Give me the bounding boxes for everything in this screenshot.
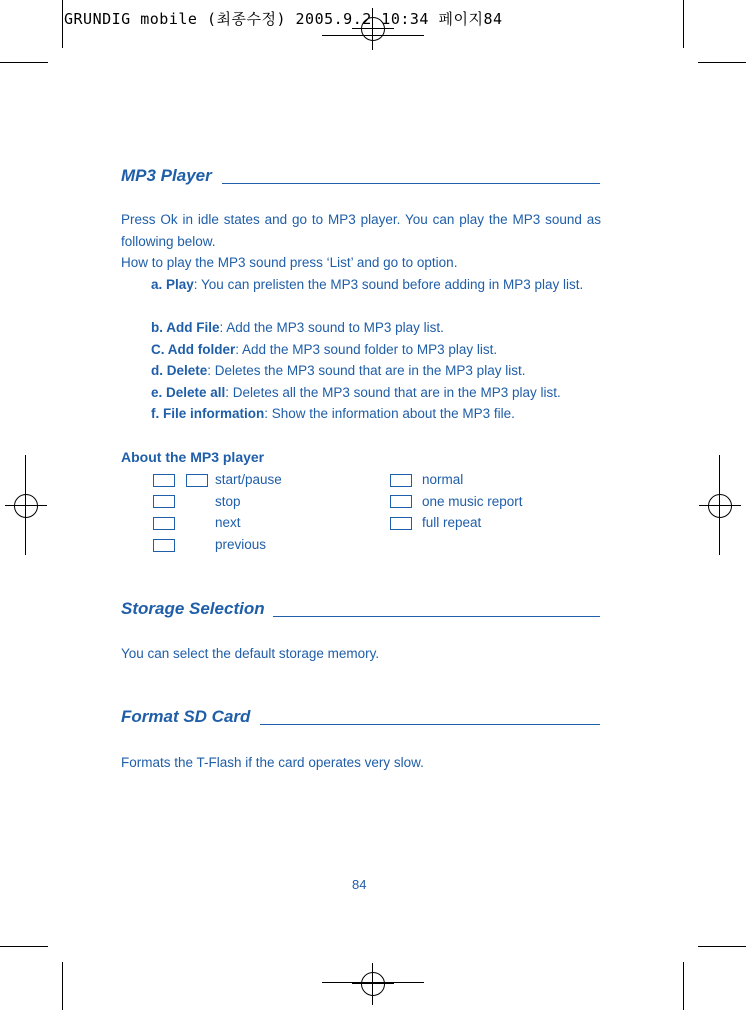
format-text: Formats the T-Flash if the card operates very slow. — [121, 755, 424, 770]
list-item — [151, 274, 601, 296]
page-number: 84 — [352, 877, 367, 892]
section-title-mp3: MP3 Player — [121, 166, 212, 185]
control-label: next — [215, 515, 241, 530]
item-key: b. Add File — [151, 320, 220, 335]
item-text: : Deletes the MP3 sound that are in the MP3 play list. — [207, 363, 526, 378]
key-icon — [390, 495, 412, 508]
item-text: : You can prelisten the MP3 sound before adding in MP3 play list. — [193, 277, 584, 292]
control-label: one music report — [422, 494, 523, 509]
list-item — [151, 339, 601, 361]
item-text: : Add the MP3 sound folder to MP3 play list. — [235, 342, 498, 357]
key-icon — [153, 539, 175, 552]
key-icon — [390, 517, 412, 530]
item-text: : Add the MP3 sound to MP3 play list. — [219, 320, 444, 335]
crop-mark — [683, 962, 684, 1010]
key-icon — [153, 517, 175, 530]
section-title-storage: Storage Selection — [121, 599, 265, 618]
crop-mark — [683, 0, 684, 48]
control-label: normal — [422, 472, 464, 487]
crop-mark — [0, 946, 48, 947]
registration-mark-icon — [352, 963, 394, 1005]
list-item — [151, 403, 601, 425]
crop-mark — [0, 62, 48, 63]
about-title: About the MP3 player — [121, 449, 265, 465]
list-item — [151, 382, 601, 404]
mp3-howto: How to play the MP3 sound press ‘List’ and go to option. — [121, 255, 458, 270]
control-label: previous — [215, 537, 267, 552]
section-rule — [260, 724, 600, 725]
list-item — [151, 317, 601, 339]
crop-mark — [62, 962, 63, 1010]
key-icon — [153, 495, 175, 508]
mp3-intro: Press Ok in idle states and go to MP3 player. You can play the MP3 sound as following below. — [121, 212, 601, 249]
control-label: full repeat — [422, 515, 482, 530]
key-icon — [390, 474, 412, 487]
control-label: stop — [215, 494, 241, 509]
list-item — [151, 360, 601, 382]
item-key: C. Add folder — [151, 342, 236, 357]
crop-mark — [698, 62, 746, 63]
item-text: : Show the information about the MP3 file. — [264, 406, 515, 421]
item-text: : Deletes all the MP3 sound that are in the MP3 play list. — [225, 385, 561, 400]
item-key: f. File information — [151, 406, 265, 421]
item-key: e. Delete all — [151, 385, 226, 400]
registration-mark-icon — [699, 485, 741, 527]
print-file-label: GRUNDIG mobile (최종수정) 2005.9.2 10:34 페이지84 — [64, 10, 503, 28]
section-title-format: Format SD Card — [121, 707, 251, 726]
item-key: d. Delete — [151, 363, 208, 378]
registration-mark-icon — [5, 485, 47, 527]
crop-mark — [25, 455, 26, 555]
section-rule — [273, 616, 600, 617]
storage-text: You can select the default storage memory. — [121, 646, 380, 661]
item-key: a. Play — [151, 277, 194, 292]
key-icon — [153, 474, 175, 487]
crop-mark — [62, 0, 63, 48]
crop-mark — [719, 455, 720, 555]
key-icon — [186, 474, 208, 487]
section-rule — [222, 183, 600, 184]
control-label: start/pause — [215, 472, 282, 487]
crop-mark — [698, 946, 746, 947]
